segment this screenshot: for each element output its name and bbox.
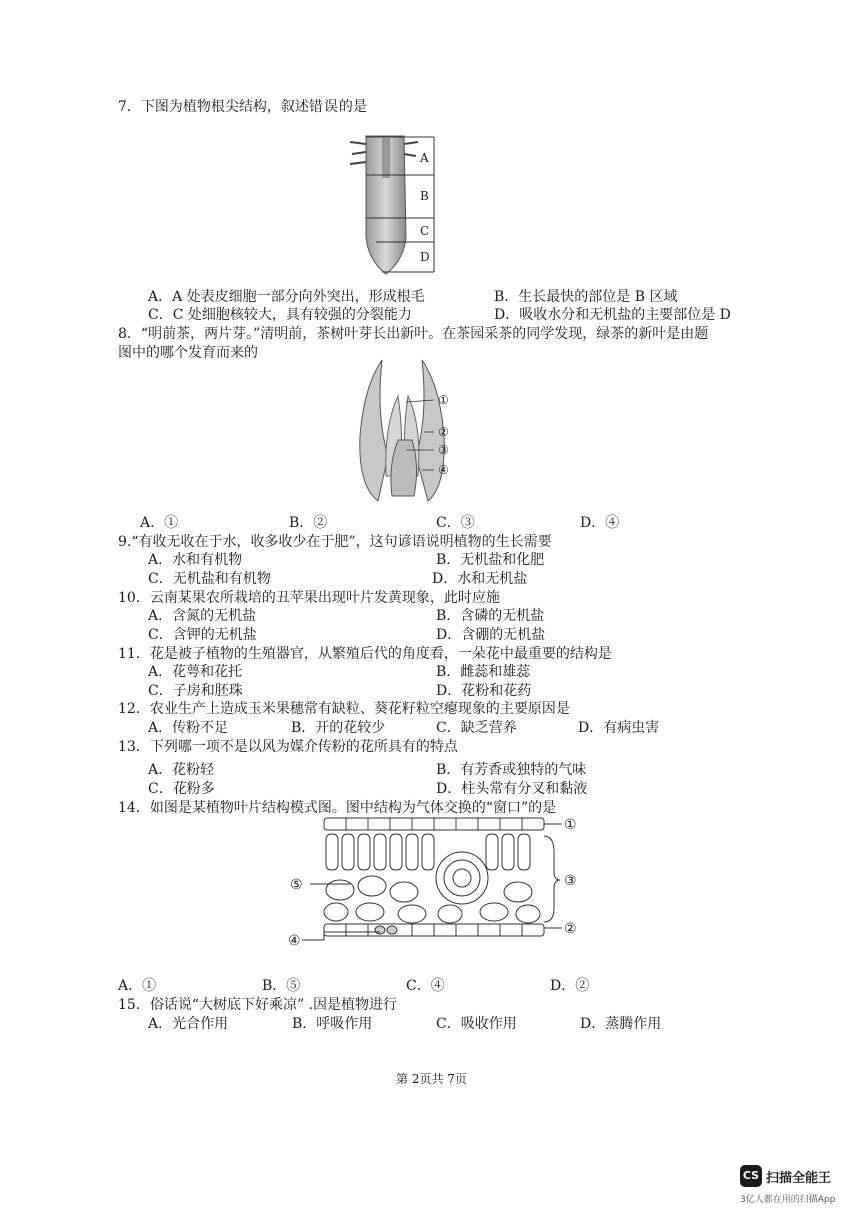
q11-stem: 11．花是被子植物的生殖器官，从繁殖后代的角度看，一朵花中最重要的结构是 bbox=[118, 646, 612, 662]
q11-option-d[interactable]: D．花粉和花药 bbox=[436, 683, 532, 699]
root-label-C: C bbox=[420, 224, 430, 238]
bud-label-2: ② bbox=[438, 425, 449, 439]
q13-option-a[interactable]: A．花粉轻 bbox=[148, 762, 215, 778]
q15-option-a[interactable]: A．光合作用 bbox=[148, 1016, 229, 1032]
brand-tagline: 3亿人都在用的扫描App bbox=[740, 1195, 836, 1205]
q15-option-b[interactable]: B．呼吸作用 bbox=[292, 1016, 373, 1032]
q15-option-d[interactable]: D．蒸腾作用 bbox=[580, 1016, 662, 1032]
q10-stem: 10．云南某果农所栽培的丑苹果出现叶片发黄现象，此时应施 bbox=[118, 590, 500, 606]
q14-option-c[interactable]: C．④ bbox=[406, 978, 445, 994]
q10-option-b[interactable]: B．含磷的无机盐 bbox=[436, 608, 545, 624]
q14-option-a[interactable]: A．① bbox=[118, 978, 157, 994]
q7-emphasis: 错误 bbox=[308, 99, 339, 115]
q7-option-a[interactable]: A．A 处表皮细胞一部分向外突出，形成根毛 bbox=[148, 289, 425, 305]
q9-stem: 9.“有收无收在于水，收多收少在于肥”，这句谚语说明植物的生长需要 bbox=[118, 534, 552, 550]
page-number: 第 2页共 7页 bbox=[396, 1072, 467, 1086]
brand-name: 扫描全能王 bbox=[766, 1171, 832, 1186]
bud-label-4: ④ bbox=[438, 463, 449, 477]
q9-option-b[interactable]: B．无机盐和化肥 bbox=[436, 552, 545, 568]
q10-option-c[interactable]: C．含钾的无机盐 bbox=[148, 627, 257, 643]
brand-badge-icon: CS bbox=[740, 1165, 762, 1187]
bud-label-3: ③ bbox=[438, 443, 449, 457]
q8-option-c[interactable]: C．③ bbox=[436, 515, 475, 531]
q12-option-d[interactable]: D．有病虫害 bbox=[578, 720, 660, 736]
leaf-label-4: ④ bbox=[288, 933, 301, 949]
q8-stem-line1: 8．“明前茶，两片芽。”清明前，茶树叶芽长出新叶。在茶园采茶的同学发现，绿茶的新叶是由题 bbox=[118, 326, 709, 342]
q13-option-c[interactable]: C．花粉多 bbox=[148, 781, 215, 797]
leaf-label-5: ⑤ bbox=[290, 877, 303, 893]
leaf-label-2: ② bbox=[564, 921, 577, 937]
root-label-B: B bbox=[420, 189, 429, 203]
q14-stem: 14．如图是某植物叶片结构模式图。图中结构为气体交换的“窗口”的是 bbox=[118, 800, 557, 816]
scanner-brand bbox=[740, 1165, 850, 1209]
q12-option-c[interactable]: C．缺乏营养 bbox=[436, 720, 517, 736]
q7-option-b[interactable]: B．生长最快的部位是 B 区域 bbox=[494, 289, 678, 305]
q11-option-a[interactable]: A．花萼和花托 bbox=[148, 664, 243, 680]
q12-option-a[interactable]: A．传粉不足 bbox=[148, 720, 229, 736]
q8-option-d[interactable]: D．④ bbox=[580, 515, 620, 531]
leaf-label-3: ③ bbox=[564, 873, 577, 889]
q13-stem: 13．下列哪一项不是以风为媒介传粉的花所具有的特点 bbox=[118, 739, 458, 755]
q11-option-c[interactable]: C．子房和胚珠 bbox=[148, 683, 243, 699]
q12-stem: 12．农业生产上造成玉米果穗常有缺粒、葵花籽粒空瘪现象的主要原因是 bbox=[118, 701, 570, 717]
q14-option-b[interactable]: B．⑤ bbox=[262, 978, 301, 994]
q7-stem: 7．下图为植物根尖结构，叙述错误的是 bbox=[118, 99, 367, 115]
q10-option-a[interactable]: A．含氮的无机盐 bbox=[148, 608, 257, 624]
root-label-A: A bbox=[420, 151, 429, 165]
leaf-bud-figure bbox=[348, 356, 468, 506]
q9-option-c[interactable]: C．无机盐和有机物 bbox=[148, 571, 271, 587]
q10-option-d[interactable]: D．含硼的无机盐 bbox=[436, 627, 546, 643]
q13-option-d[interactable]: D．柱头常有分叉和黏液 bbox=[436, 781, 588, 797]
q15-option-c[interactable]: C．吸收作用 bbox=[436, 1016, 517, 1032]
leaf-section-figure bbox=[280, 812, 590, 954]
q8-option-a[interactable]: A．① bbox=[140, 515, 179, 531]
q7-option-c[interactable]: C．C 处细胞核较大，具有较强的分裂能力 bbox=[148, 307, 412, 323]
q9-option-d[interactable]: D．水和无机盐 bbox=[432, 571, 528, 587]
q11-option-b[interactable]: B．雌蕊和雄蕊 bbox=[436, 664, 531, 680]
bud-label-1: ① bbox=[438, 393, 449, 407]
q8-option-b[interactable]: B．② bbox=[289, 515, 328, 531]
q9-option-a[interactable]: A．水和有机物 bbox=[148, 552, 243, 568]
q14-option-d[interactable]: D．② bbox=[550, 978, 590, 994]
q7-option-d[interactable]: D．吸收水分和无机盐的主要部位是 D bbox=[494, 307, 731, 323]
q13-option-b[interactable]: B．有芳香或独特的气味 bbox=[436, 762, 587, 778]
q15-stem: 15．俗话说“大树底下好乘凉” .因是植物进行 bbox=[118, 997, 398, 1013]
q13-emphasis: 不是 bbox=[219, 739, 248, 755]
root-tip-figure bbox=[346, 132, 466, 277]
leaf-label-1: ① bbox=[564, 817, 577, 833]
root-label-D: D bbox=[420, 250, 430, 264]
q8-stem-line2: 图中的哪个发育而来的 bbox=[118, 345, 258, 361]
q12-option-b[interactable]: B．开的花较少 bbox=[291, 720, 386, 736]
